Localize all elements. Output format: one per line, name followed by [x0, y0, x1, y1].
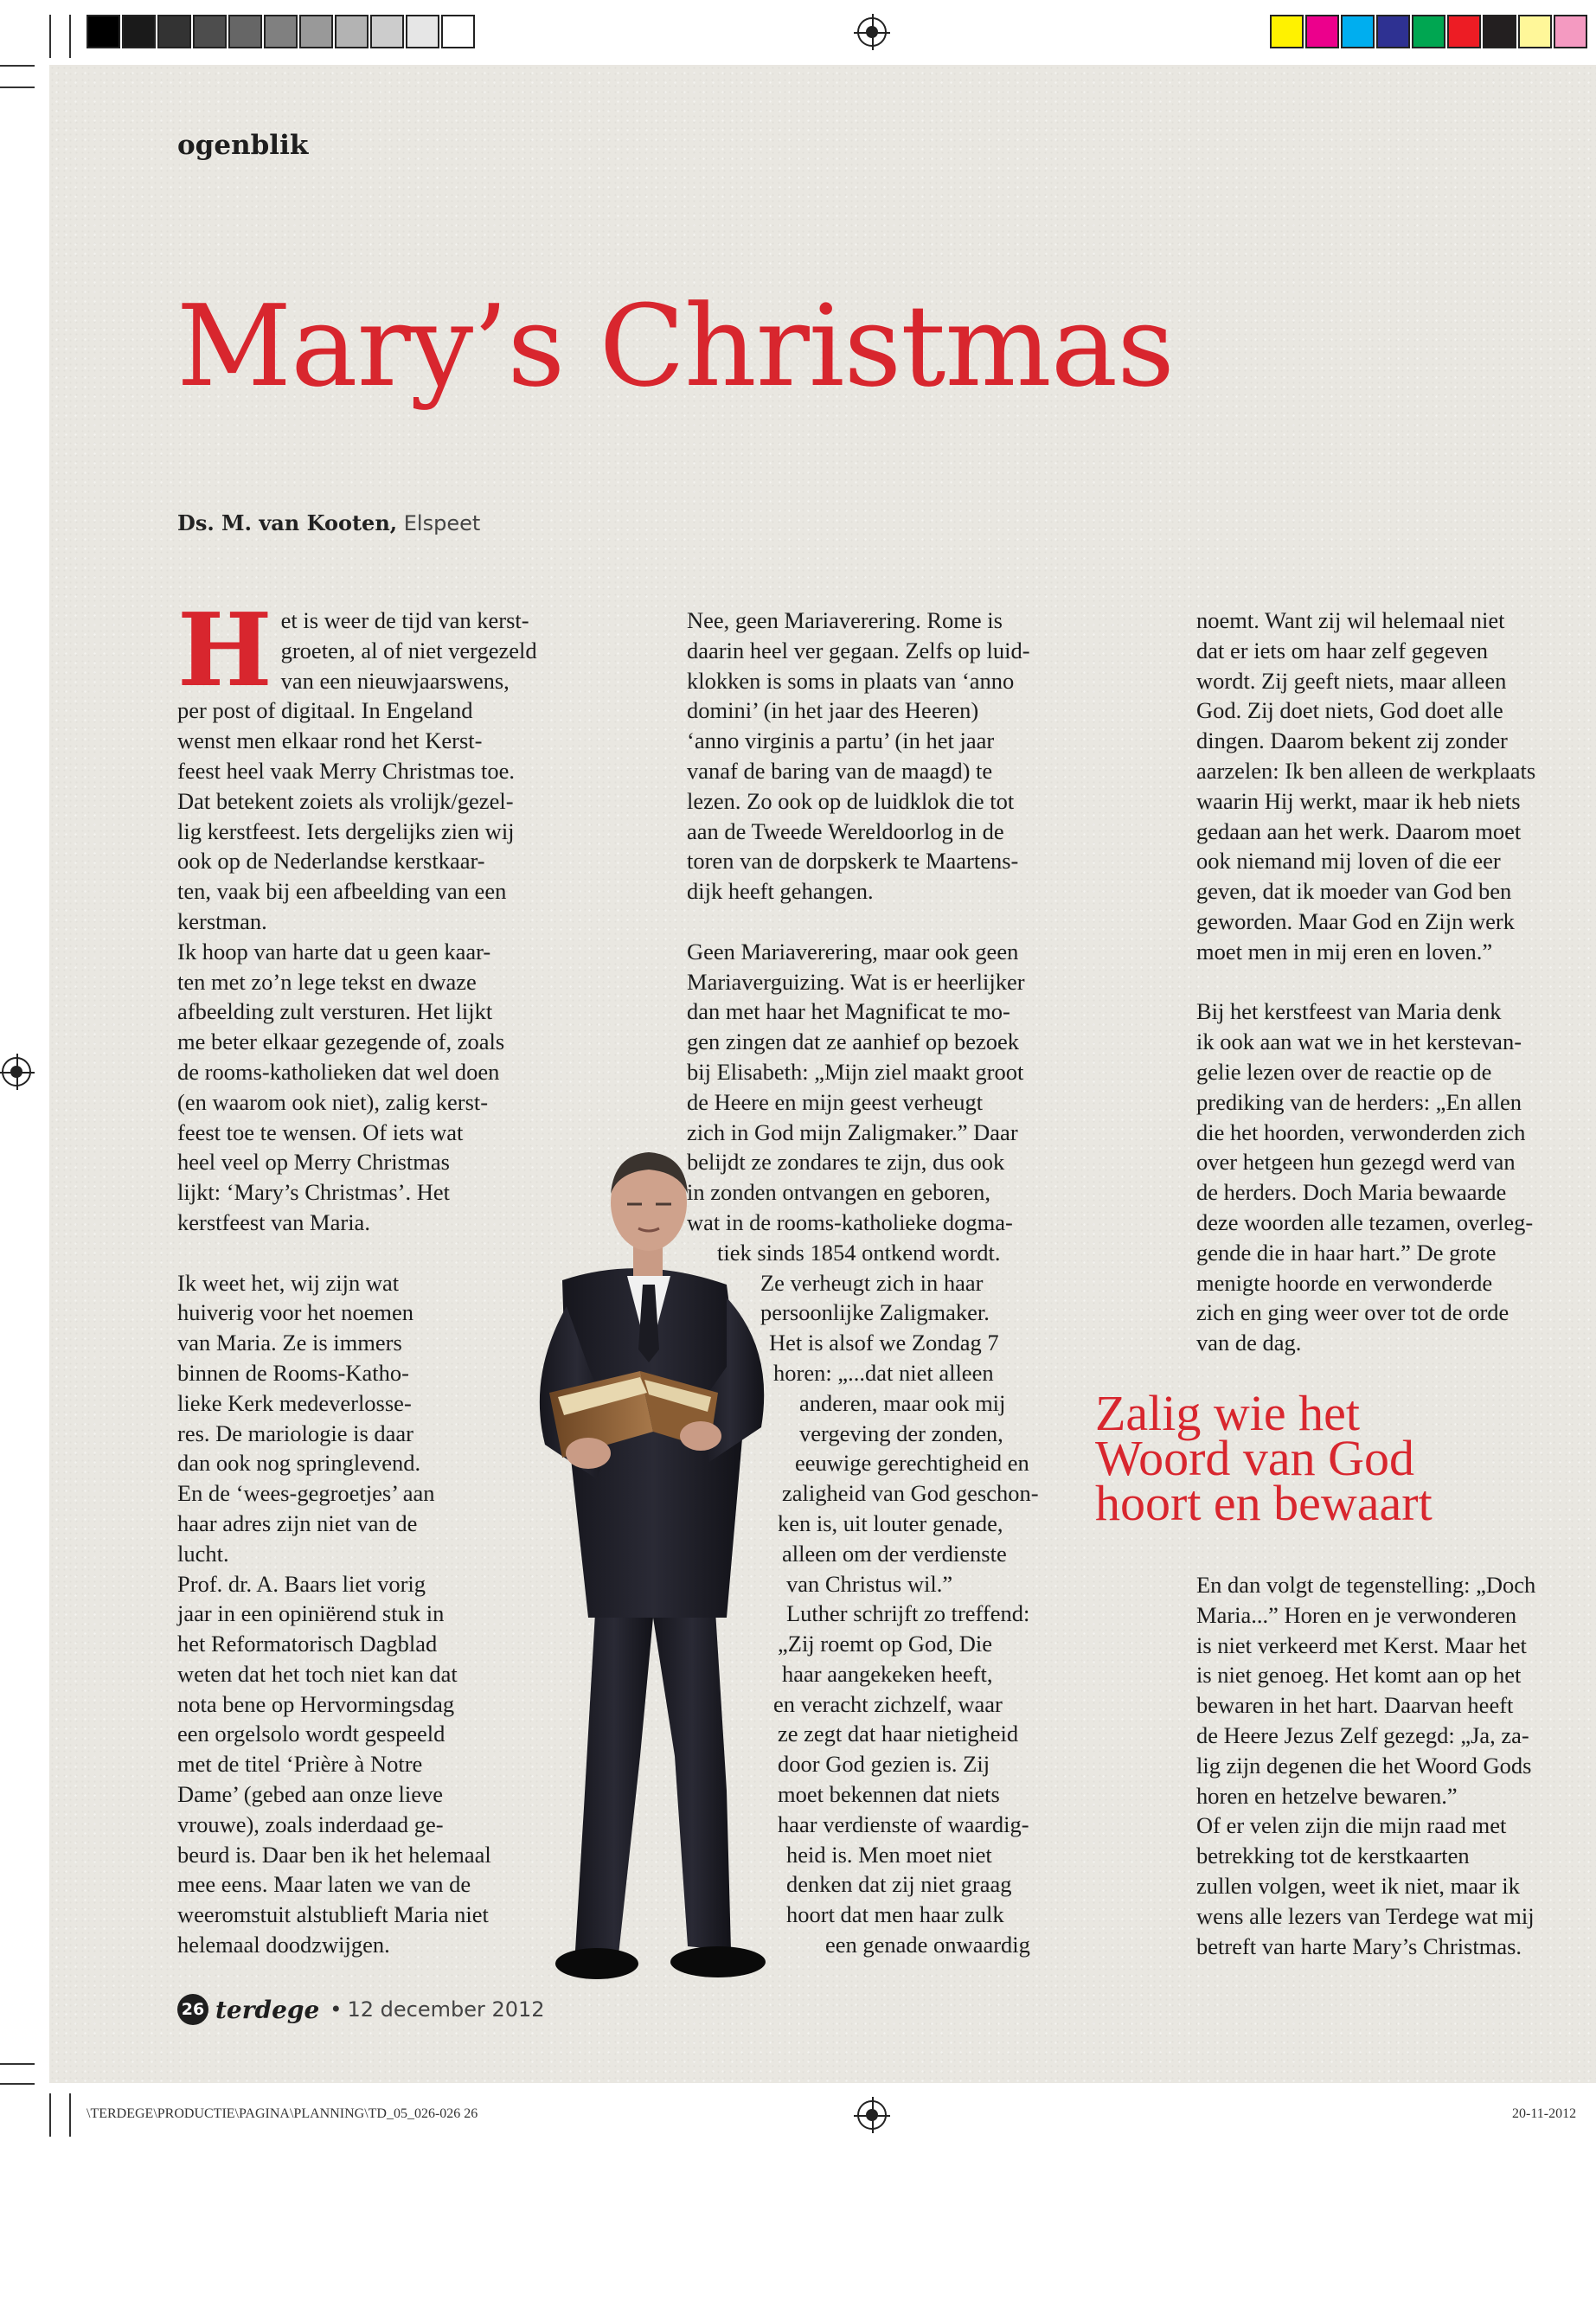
- text-line: ook niemand mij loven of die eer: [1196, 848, 1501, 875]
- text-line: per post of digitaal. In Engeland: [177, 697, 473, 724]
- text-line: alleen om der verdienste: [782, 1540, 1007, 1567]
- paragraph: [1196, 997, 1586, 1358]
- text-line: Het is alsof we Zondag 7: [769, 1330, 999, 1356]
- text-line: horen: „...dat niet alleen: [773, 1359, 994, 1386]
- text-line: heid is. Men moet niet: [786, 1841, 992, 1868]
- color-swatch: [1376, 15, 1410, 48]
- color-swatch: [1305, 15, 1339, 48]
- text-line: prediking van de herders: „En allen: [1196, 1088, 1522, 1115]
- color-swatch: [87, 15, 120, 48]
- color-swatch: [264, 15, 298, 48]
- gray-calibration-bar: [87, 15, 477, 48]
- text-line: zich en ging weer over tot de orde: [1196, 1299, 1509, 1326]
- text-line: huiverig voor het noemen: [177, 1299, 414, 1326]
- byline: [177, 510, 480, 535]
- issue-date: 12 december 2012: [347, 1997, 545, 2022]
- text-line: ‘anno virginis a partu’ (in het jaar: [687, 727, 995, 754]
- text-line: die het hoorden, verwonderden zich: [1196, 1118, 1526, 1145]
- text-line: gelie lezen over de reactie op de: [1196, 1058, 1492, 1085]
- color-swatch: [406, 15, 439, 48]
- color-swatch: [1270, 15, 1304, 48]
- color-swatch: [193, 15, 227, 48]
- registration-mark-icon: [2, 1057, 31, 1086]
- text-line: mee eens. Maar laten we van de: [177, 1871, 471, 1898]
- registration-mark-icon: [857, 17, 887, 47]
- text-line: Of er velen zijn die mijn raad met: [1196, 1812, 1507, 1839]
- registration-mark-icon: [857, 2100, 887, 2130]
- text-line: wens alle lezers van Terdege wat mij: [1196, 1902, 1535, 1929]
- text-line: gen zingen dat ze aanhief op bezoek: [687, 1029, 1020, 1055]
- text-line: betreft van harte Mary’s Christmas.: [1196, 1932, 1522, 1959]
- text-line: van Christus wil.”: [786, 1570, 953, 1597]
- text-line: gedaan aan het werk. Daarom moet: [1196, 817, 1522, 844]
- text-line: kerstfeest van Maria.: [177, 1208, 370, 1235]
- text-line: is niet genoeg. Het komt aan op het: [1196, 1662, 1522, 1689]
- text-line: zaligheid van God geschon-: [782, 1480, 1039, 1507]
- text-line: vergeving der zonden,: [799, 1420, 1003, 1446]
- author-place: Elspeet: [403, 511, 481, 535]
- paragraph: [687, 606, 1076, 907]
- color-swatch: [441, 15, 475, 48]
- text-line: betrekking tot de kerstkaarten: [1196, 1843, 1470, 1869]
- color-swatch: [335, 15, 369, 48]
- text-line: gende die in haar hart.” De grote: [1196, 1239, 1497, 1266]
- text-line: En dan volgt de tegenstelling: „Doch: [1196, 1572, 1536, 1598]
- pull-quote-line: Zalig wie het: [1095, 1385, 1361, 1441]
- pull-quote-line: hoort en bewaart: [1095, 1475, 1433, 1531]
- text-line: wenst men elkaar rond het Kerst-: [177, 727, 483, 754]
- article-column-3: [1196, 606, 1586, 1358]
- text-line: horen en hetzelve bewaren.”: [1196, 1782, 1458, 1809]
- color-swatch: [1483, 15, 1516, 48]
- color-swatch: [299, 15, 333, 48]
- color-swatch: [1518, 15, 1552, 48]
- color-swatch: [228, 15, 262, 48]
- text-line: geven, dat ik moeder van God ben: [1196, 878, 1512, 905]
- text-line: Luther schrijft zo treffend:: [786, 1600, 1030, 1627]
- text-line: Geen Mariaverering, maar ook geen: [687, 938, 1019, 965]
- paragraph: [177, 1268, 491, 1960]
- text-line: dan ook nog springlevend.: [177, 1450, 421, 1477]
- author-name: Ds. M. van Kooten,: [177, 510, 398, 535]
- text-line: wat in de rooms-katholieke dogma-: [687, 1208, 1013, 1235]
- text-line: lig kerstfeest. Iets dergelijks zien wij: [177, 817, 515, 844]
- color-swatch: [1341, 15, 1375, 48]
- text-line: Ze verheugt zich in haar: [760, 1269, 984, 1296]
- text-line: nota bene op Hervormingsdag: [177, 1690, 455, 1717]
- text-line: Nee, geen Mariaverering. Rome is: [687, 607, 1003, 633]
- text-line: binnen de Rooms-Katho-: [177, 1359, 409, 1386]
- text-line: groeten, al of niet vergezeld: [280, 637, 537, 663]
- text-line: denken dat zij niet graag: [786, 1871, 1012, 1898]
- text-line: over hetgeen hun gezegd werd van: [1196, 1149, 1516, 1176]
- text-line: is niet verkeerd met Kerst. Maar het: [1196, 1631, 1527, 1658]
- pull-quote-line: Woord van God: [1095, 1430, 1415, 1486]
- text-line: van de dag.: [1196, 1330, 1302, 1356]
- text-line: haar adres zijn niet van de: [177, 1509, 418, 1536]
- paragraph: [1196, 606, 1586, 967]
- text-line: bewaren in het hart. Daarvan heeft: [1196, 1692, 1514, 1719]
- text-line: haar verdienste of waardig-: [778, 1811, 1029, 1837]
- production-date: 20-11-2012: [1512, 2106, 1577, 2121]
- text-line: me beter elkaar gezegende of, zoals: [177, 1029, 505, 1055]
- section-label: ogenblik: [177, 130, 309, 161]
- text-line: God. Zij doet niets, God doet alle: [1196, 697, 1503, 724]
- text-line: een orgelsolo wordt gespeeld: [177, 1721, 445, 1747]
- text-line: belijdt ze zondares te zijn, dus ook: [687, 1149, 1005, 1176]
- text-line: jaar in een opiniërend stuk in: [177, 1600, 445, 1627]
- color-swatch: [370, 15, 404, 48]
- paragraph: [1196, 1570, 1586, 1961]
- color-swatch: [1447, 15, 1481, 48]
- text-line: Bij het kerstfeest van Maria denk: [1196, 998, 1502, 1025]
- text-line: moet men in mij eren en loven.”: [1196, 938, 1493, 965]
- text-line: feest toe te wensen. Of iets wat: [177, 1118, 464, 1145]
- text-line: bij Elisabeth: „Mijn ziel maakt groot: [687, 1058, 1024, 1085]
- text-line: dijk heeft gehangen.: [687, 878, 874, 905]
- text-line: zich in God mijn Zaligmaker.” Daar: [687, 1118, 1018, 1145]
- text-line: En de ‘wees-gegroetjes’ aan: [177, 1480, 435, 1507]
- crop-mark: [69, 15, 71, 58]
- color-swatch: [1412, 15, 1445, 48]
- text-line: hoort dat men haar zulk: [786, 1901, 1004, 1928]
- text-line: ook op de Nederlandse kerstkaar-: [177, 848, 485, 875]
- text-line: klokken is soms in plaats van ‘anno: [687, 667, 1015, 694]
- text-line: toren van de dorpskerk te Maartens-: [687, 848, 1019, 875]
- text-line: Dat betekent zoiets als vrolijk/gezel-: [177, 787, 514, 814]
- text-line: Mariaverguizing. Wat is er heerlijker: [687, 968, 1025, 995]
- text-line: moet bekennen dat niets: [778, 1781, 1000, 1808]
- text-line: dan met haar het Magnificat te mo-: [687, 998, 1010, 1025]
- text-line: daarin heel ver gegaan. Zelfs op luid-: [687, 637, 1030, 663]
- article-column-3-continued: [1196, 1570, 1586, 1961]
- text-line: waarin Hij werkt, maar ik heb niets: [1196, 787, 1521, 814]
- footer-separator: •: [330, 1997, 343, 2022]
- crop-mark: [0, 2063, 35, 2065]
- text-line: beurd is. Daar ben ik het helemaal: [177, 1841, 491, 1868]
- text-line: met de titel ‘Prière à Notre: [177, 1751, 423, 1778]
- text-line: tiek sinds 1854 ontkend wordt.: [717, 1239, 1001, 1266]
- text-line: ik ook aan wat we in het kerstevan-: [1196, 1029, 1522, 1055]
- text-line: afbeelding zult versturen. Het lijkt: [177, 998, 493, 1025]
- color-swatch: [1554, 15, 1587, 48]
- crop-mark: [0, 2083, 35, 2085]
- text-line: Maria...” Horen en je verwonderen: [1196, 1601, 1517, 1628]
- text-line: de Heere Jezus Zelf gezegd: „Ja, za-: [1196, 1721, 1529, 1748]
- text-line: lucht.: [177, 1540, 229, 1567]
- text-line: het Reformatorisch Dagblad: [177, 1631, 438, 1657]
- text-line: lezen. Zo ook op de luidklok die tot: [687, 787, 1015, 814]
- color-swatch: [122, 15, 156, 48]
- crop-mark: [49, 15, 51, 58]
- text-line: heel veel op Merry Christmas: [177, 1149, 450, 1176]
- text-line: helemaal doodzwijgen.: [177, 1932, 390, 1958]
- text-line: weeromstuit alstublieft Maria niet: [177, 1901, 489, 1928]
- text-line: Ik hoop van harte dat u geen kaar-: [177, 938, 491, 965]
- text-line: ze zegt dat haar nietigheid: [778, 1721, 1019, 1747]
- text-line: et is weer de tijd van kerst-: [280, 607, 529, 633]
- production-slug: \TERDEGE\PRODUCTIE\PAGINA\PLANNING\TD_05_026-026 26: [87, 2106, 478, 2121]
- text-line: van Maria. Ze is immers: [177, 1330, 402, 1356]
- color-calibration-bar: [1270, 15, 1589, 48]
- text-line: persoonlijke Zaligmaker.: [760, 1299, 990, 1326]
- text-line: in zonden ontvangen en geboren,: [687, 1179, 991, 1206]
- man-reading-bible-photo: [467, 1133, 830, 1998]
- text-line: ken is, uit louter genade,: [778, 1509, 1003, 1536]
- page-number: 26: [177, 1994, 208, 2025]
- text-line: vrouwe), zoals inderdaad ge-: [177, 1811, 444, 1837]
- text-line: lijkt: ‘Mary’s Christmas’. Het: [177, 1179, 451, 1206]
- page-footer: [177, 1994, 545, 2025]
- text-line: Ik weet het, wij zijn wat: [177, 1269, 400, 1296]
- text-line: de herders. Doch Maria bewaarde: [1196, 1179, 1507, 1206]
- text-line: haar aangekeken heeft,: [782, 1660, 993, 1687]
- text-line: aan de Tweede Wereldoorlog in de: [687, 817, 1004, 844]
- crop-mark: [69, 2093, 71, 2137]
- text-line: geworden. Maar God en Zijn werk: [1196, 907, 1515, 934]
- text-line: ten met zo’n lege tekst en dwaze: [177, 968, 477, 995]
- text-line: een genade onwaardig: [825, 1932, 1030, 1958]
- text-line: feest heel vaak Merry Christmas toe.: [177, 757, 516, 784]
- text-line: Dame’ (gebed aan onze lieve: [177, 1781, 444, 1808]
- text-line: ten, vaak bij een afbeelding van een: [177, 878, 507, 905]
- pull-quote: [1095, 1385, 1433, 1531]
- color-swatch: [157, 15, 191, 48]
- text-line: van een nieuwjaarswens,: [280, 667, 510, 694]
- text-line: weten dat het toch niet kan dat: [177, 1660, 458, 1687]
- text-line: en veracht zichzelf, waar: [773, 1690, 1003, 1717]
- article-title: Mary’s Christmas: [176, 280, 1174, 412]
- text-line: res. De mariologie is daar: [177, 1420, 413, 1446]
- text-line: menigte hoorde en verwonderde: [1196, 1269, 1493, 1296]
- text-line: kerstman.: [177, 907, 267, 934]
- text-line: de Heere en mijn geest verheugt: [687, 1088, 984, 1115]
- text-line: zullen volgen, weet ik niet, maar ik: [1196, 1872, 1520, 1899]
- text-line: de rooms-katholieken dat wel doen: [177, 1058, 500, 1085]
- crop-mark: [49, 2093, 51, 2137]
- text-line: lig zijn degenen die het Woord Gods: [1196, 1752, 1532, 1779]
- text-line: (en waarom ook niet), zalig kerst-: [177, 1088, 489, 1115]
- text-line: door God gezien is. Zij: [778, 1751, 990, 1778]
- text-line: deze woorden alle tezamen, overleg-: [1196, 1208, 1534, 1235]
- text-line: dat er iets om haar zelf gegeven: [1196, 637, 1488, 663]
- crop-mark: [0, 87, 35, 88]
- text-line: dingen. Daarom bekent zij zonder: [1196, 727, 1508, 754]
- text-line: anderen, maar ook mij: [799, 1389, 1006, 1416]
- crop-mark: [0, 65, 35, 67]
- text-line: noemt. Want zij wil helemaal niet: [1196, 607, 1505, 633]
- text-line: vanaf de baring van de maagd) te: [687, 757, 993, 784]
- magazine-logo: terdege: [215, 1995, 320, 2024]
- text-line: aarzelen: Ik ben alleen de werkplaats: [1196, 757, 1536, 784]
- text-line: domini’ (in het jaar des Heeren): [687, 697, 979, 724]
- text-line: „Zij roemt op God, Die: [778, 1631, 993, 1657]
- text-line: wordt. Zij geeft niets, maar alleen: [1196, 667, 1507, 694]
- text-line: lieke Kerk medeverlosse-: [177, 1389, 412, 1416]
- drop-cap: H: [177, 592, 272, 709]
- text-line: eeuwige gerechtigheid en: [795, 1450, 1029, 1477]
- text-line: Prof. dr. A. Baars liet vorig: [177, 1570, 426, 1597]
